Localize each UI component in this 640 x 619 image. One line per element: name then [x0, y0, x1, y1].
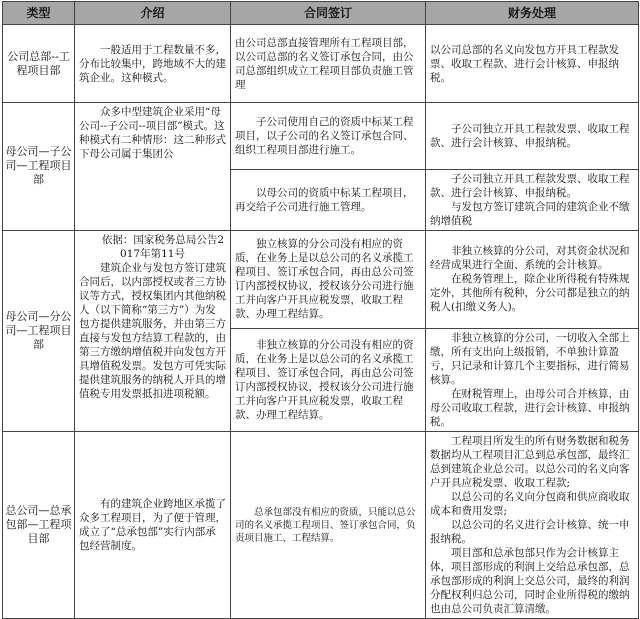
- row1-type: 公司总部--工程项目部: [3, 25, 75, 103]
- row3-finance-b1: 非独立核算的分公司，一切收入全部上缴，所有支出向上级报销，不单独计算盈亏，只记录和计算几个主要指标，进行简易核算。: [430, 332, 630, 386]
- row2-finance-b2: 与发包方签订建筑合同的建筑企业不缴纳增值税: [430, 200, 630, 227]
- header-intro: 介绍: [75, 2, 231, 25]
- row1-intro: 一般适用于工程数量不多，分布比较集中，跨地域不大的建筑企业。这种模式。: [79, 43, 226, 84]
- row4-finance-cell: [426, 432, 639, 619]
- row4-finance-4: 项目部和总承包部只作为会计核算主体，项目部形成的利润上交给总承包部，总承包部形成的利润上交总公司，最终的利润分配权利归总公司，同时企业所得税的缴纳也由总公司负责汇算清缴。: [430, 547, 630, 615]
- row3-intro-cell: [75, 230, 231, 432]
- row3-contract-b: 非独立核算的分公司没有相应的资质，在业务上是以总公司的名义承揽工程项目、签订承包合同，再由总公司签订内部授权协议，授权该分公司进行施工并向客户开具应税发票，收取工程款、办理工程结算。: [235, 339, 414, 421]
- row3-finance-a1: 非独立核算的分公司，对其资金状况和经营成果进行全面、系统的会计核算。: [430, 245, 630, 272]
- row2-contract-a: 子公司使用自己的资质中标某工程项目，以子公司的名义签订承包合同、组织工程项目部进行施工。: [235, 115, 414, 156]
- table-row: [3, 230, 639, 432]
- row4-contract: 总承包部没有相应的资质，只能以总公司的名义承揽工程项目、签订承包合同，负责项目施工、工程结算。: [235, 506, 416, 544]
- header-type: 类型: [3, 2, 75, 25]
- table-header-row: [3, 2, 639, 25]
- row2-finance-a: 子公司独立开具工程款发票、收取工程款、进行会计核算、申报纳税。: [430, 122, 630, 149]
- row3-finance-cell: [426, 230, 639, 432]
- row3-type: 母公司—分公司—工程项目部: [3, 230, 75, 432]
- row1-intro-cell: [75, 25, 231, 103]
- row1-finance-cell: [426, 25, 639, 103]
- row3-contract-a: 独立核算的分公司没有相应的资质，在业务上是以总公司的名义承揽工程项目、签订承包合同，再由总公司签订内部授权协议，授权该分公司进行施工并向客户开具应税发票，收取工程款、办理工程结算。: [235, 238, 414, 321]
- row2-finance-b1: 子公司独立开具工程款发票、收取工程款、进行会计核算、申报纳税。: [430, 172, 630, 199]
- row1-contract-cell: [231, 25, 426, 103]
- header-finance: 财务处理: [426, 2, 639, 25]
- row4-finance-2: 以总公司的名义向分包商和供应商收取成本和费用发票;: [430, 491, 630, 517]
- row3-intro-ref: 依据：国家税务总局公告2017年第11号: [101, 233, 225, 260]
- table-row: [3, 103, 639, 231]
- table-row: [3, 432, 639, 619]
- structure-comparison-table-wrap: [2, 1, 638, 615]
- row4-finance-1: 工程项目所发生的所有财务数据和税务数据均从工程项目汇总到总承包部，最终汇总到建筑企业总公司。以总公司的名义向客户开具应税发票、收取工程款;: [430, 435, 630, 489]
- row4-intro-cell: [75, 432, 231, 619]
- structure-comparison-table: [2, 1, 639, 619]
- row3-intro: 建筑企业与发包方签订建筑合同后，以内部授权或者三方协议等方式，授权集团内其他纳税人（以下简称“第三方”）为发包方提供建筑服务，并由第三方直接与发包方结算工程款的，由第三方缴纳增值税并向发包方开具增值税发票。发包方可凭实际提供建筑服务的纳税人开具的增值税专用发票抵扣进项税额。: [79, 261, 226, 400]
- row2-type: 母公司—子公司—工程项目部: [3, 103, 75, 231]
- row3-contract-cell: [231, 230, 426, 432]
- row4-intro: 有的建筑企业跨地区承揽了众多工程项目，为了便于管理，成立了“总承包部”实行内部承包经营制度。: [79, 498, 226, 552]
- header-contract: 合同签订: [231, 2, 426, 25]
- row1-finance: 以公司总部的名义向发包方开具工程款发票、收取工程款、进行会计核算、申报纳税。: [430, 43, 619, 84]
- table-row: [3, 25, 639, 103]
- row4-type: 总公司—总承包部—工程项目部: [3, 432, 75, 619]
- row2-finance-cell: [426, 103, 639, 231]
- row4-finance-3: 以总公司的名义进行会计核算、统一申报纳税。: [430, 519, 630, 545]
- row2-contract-b: 以母公司的资质中标某工程项目，再交给子公司进行施工管理。: [235, 186, 414, 213]
- row2-intro-cell: [75, 103, 231, 231]
- row3-finance-b2: 在财税管理上，由母公司合并核算，由母公司收取工程款，进行会计核算、申报纳税。: [430, 388, 630, 428]
- row2-intro: 众多中型建筑企业采用“母公司--子公司--项目部”模式。这种模式有二种情形：这二种形式下母公司属于集团公: [79, 106, 226, 160]
- row3-finance-a2: 在税务管理上，除企业所得税有特殊规定外，其他所有税种，分公司都是独立的纳税人(扣缴义务人)。: [430, 273, 630, 314]
- row1-contract: 由公司总部直接管理所有工程项目部，以公司总部的名义签订承包合同，由公司总部组织成立工程项目部负责施工管理: [235, 36, 414, 91]
- row2-contract-cell: [231, 103, 426, 231]
- row4-contract-cell: [231, 432, 426, 619]
